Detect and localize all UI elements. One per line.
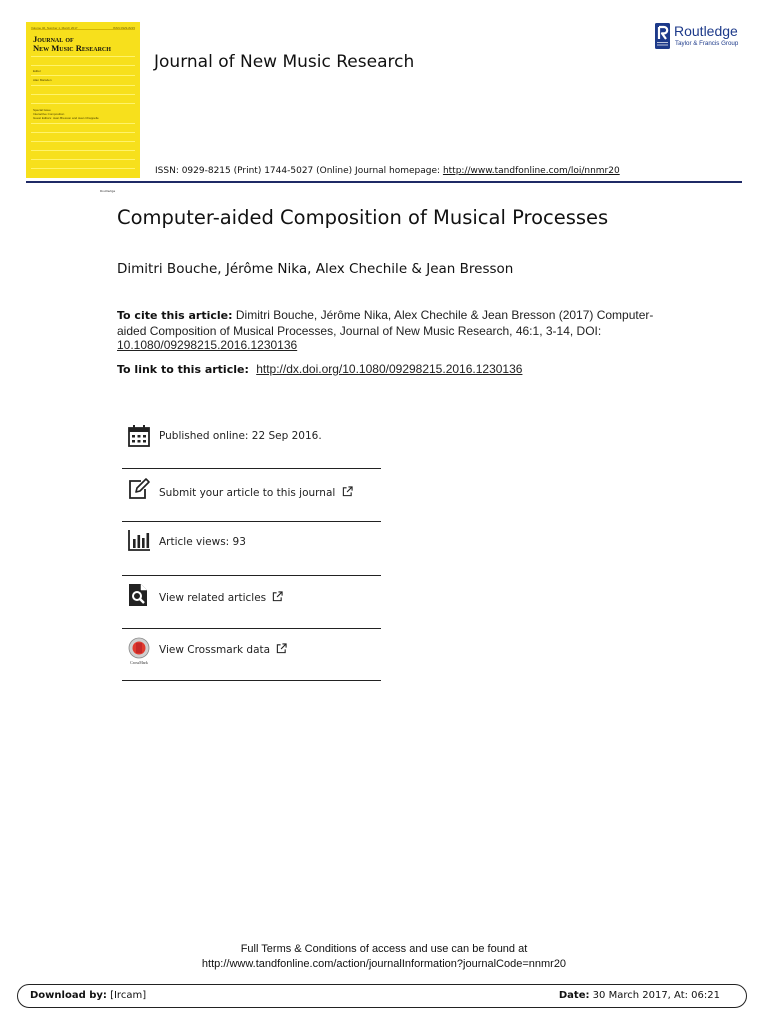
article-views-row (122, 523, 381, 575)
cover-divider (31, 56, 135, 57)
header-rule (26, 181, 742, 183)
cover-title-line2: New Music Research (33, 43, 111, 53)
edit-icon (127, 477, 151, 501)
journal-cover-thumbnail (26, 22, 140, 193)
brand-name: Routledge (674, 23, 738, 39)
cover-divider (31, 123, 135, 124)
submit-article-label[interactable] (159, 486, 353, 499)
cover-divider (31, 65, 135, 66)
calendar-icon (127, 424, 151, 448)
citation-block (117, 308, 657, 353)
info-divider (122, 521, 381, 522)
cover-publisher-mark: Routledge (100, 189, 116, 193)
cover-title (33, 35, 137, 53)
related-articles-row[interactable] (122, 577, 381, 629)
cover-divider (31, 132, 135, 133)
terms-notice (0, 942, 768, 972)
crossmark-badge-text: CrossMark (130, 660, 148, 665)
crossmark-row[interactable] (122, 630, 381, 682)
related-articles-label[interactable] (159, 591, 283, 604)
info-divider (122, 468, 381, 469)
cover-title-line1: Journal of (33, 34, 74, 44)
cover-issn-text: ISSN 0929-8215 (112, 26, 135, 30)
routledge-r-icon (655, 23, 670, 49)
cover-divider (31, 75, 135, 76)
document-search-icon (127, 583, 151, 607)
cover-divider (31, 85, 135, 86)
article-title: Computer-aided Composition of Musical Processes (117, 206, 609, 229)
bar-chart-icon (127, 528, 151, 552)
related-articles-text[interactable]: View related articles (159, 592, 267, 604)
brand-subtitle: Taylor & Francis Group (675, 40, 739, 47)
cover-divider (31, 168, 135, 169)
published-online-label: Published online: 22 Sep 2016. (159, 430, 322, 442)
cover-volume-text: Volume 46, Number 1, March 2017 (31, 26, 78, 30)
date-value: 30 March 2017, At: 06:21 (592, 990, 720, 1001)
crossmark-label[interactable] (159, 643, 287, 656)
cover-special-topic: Interactive Composition (33, 112, 65, 116)
info-divider (122, 628, 381, 629)
cover-special-issue: Special Issue (33, 108, 51, 112)
article-authors: Dimitri Bouche, Jérôme Nika, Alex Chechile & Jean Bresson (117, 261, 514, 277)
date-label: Date: (558, 990, 590, 1001)
crossmark-text[interactable]: View Crossmark data (159, 644, 271, 656)
article-doi-link[interactable]: http://dx.doi.org/10.1080/09298215.2016.1230136 (256, 362, 523, 376)
issn-text: ISSN: 0929-8215 (Print) 1744-5027 (Online) Journal homepage: (155, 166, 441, 176)
issn-line (155, 166, 620, 176)
download-by-label: Download by: (30, 990, 107, 1001)
download-by-value: [Ircam] (110, 990, 147, 1001)
journal-homepage-link[interactable]: http://www.tandfonline.com/loi/nnmr20 (442, 166, 620, 176)
cite-label: To cite this article: (117, 309, 233, 322)
article-link-line (117, 362, 677, 376)
cite-doi-link[interactable]: 10.1080/09298215.2016.1230136 (117, 338, 298, 352)
link-label: To link to this article: (117, 363, 249, 376)
cover-special-editors: Guest Editors: Jean Bresson and Jean Chappelle (33, 116, 99, 120)
article-views-label: Article views: 93 (159, 536, 246, 548)
cover-top-strip (31, 26, 135, 30)
cover-editor-name: Alan Marsden (33, 78, 52, 82)
cover-divider (31, 150, 135, 151)
routledge-logo (650, 22, 746, 52)
published-online-row (122, 420, 381, 472)
info-divider (122, 575, 381, 576)
external-link-icon (342, 486, 353, 497)
download-info-bar (17, 984, 747, 1008)
submit-article-row[interactable] (122, 470, 381, 522)
external-link-icon (272, 591, 283, 602)
cover-divider (31, 159, 135, 160)
journal-name: Journal of New Music Research (154, 52, 415, 72)
terms-url[interactable]: http://www.tandfonline.com/action/journalInformation?journalCode=nnmr20 (201, 958, 567, 970)
download-date (559, 990, 720, 1001)
crossmark-icon (127, 636, 151, 666)
terms-line: Full Terms & Conditions of access and use can be found at (240, 943, 528, 955)
cover-divider (31, 141, 135, 142)
download-by (30, 990, 146, 1001)
cover-editor-label: Editor (33, 69, 41, 73)
info-divider (122, 680, 381, 681)
cite-text: Dimitri Bouche, Jérôme Nika, Alex Chechile & Jean Bresson (2017) Computer-aided Composition of Musical Processes, Journal of New Music Research, 46:1, 3-14, DOI: (117, 308, 654, 338)
cover-divider (31, 94, 135, 95)
external-link-icon (276, 643, 287, 654)
submit-article-text[interactable]: Submit your article to this journal (159, 487, 336, 499)
cover-divider (31, 103, 135, 104)
